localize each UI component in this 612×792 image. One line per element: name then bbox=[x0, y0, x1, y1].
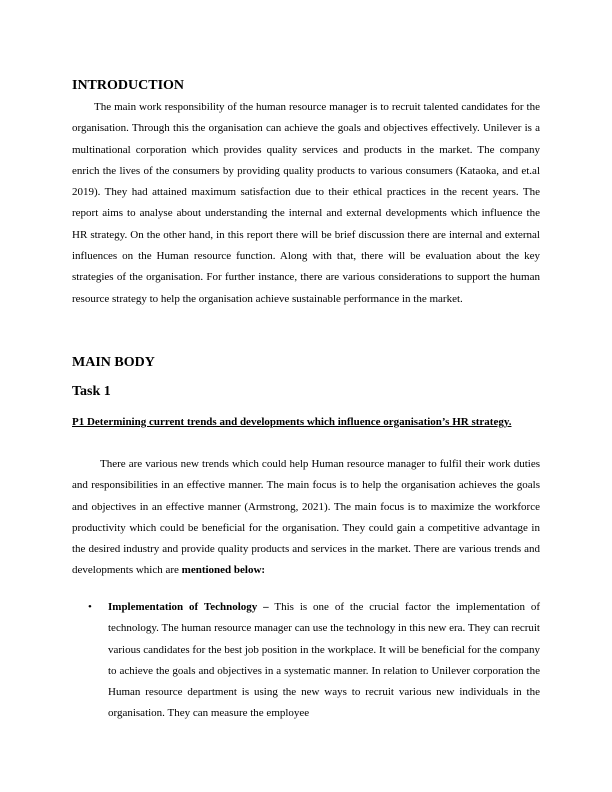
trends-list bbox=[72, 597, 540, 725]
p1-heading: P1 Determining current trends and developments which influence organisation’s HR strategy. bbox=[72, 416, 512, 428]
introduction-heading: INTRODUCTION bbox=[72, 78, 185, 93]
bullet-text: This is one of the crucial factor the implementation of technology. The human resource manager can use the technology in this new era. They can recruit various candidates for the best job position in the workplace. It will be beneficial for the company to achieve the goals and objectives in a systematic manner. In relation to Unilever corporation the Human resource department is using the new ways to recruit various new individuals in the organisation. They can measure the employee bbox=[108, 601, 540, 720]
introduction-paragraph: The main work responsibility of the human resource manager is to recruit talented candidates for the organisation. Through this the organisation can achieve the goals and objectives effectively. Unilever is a multinational corporation which provides quality services and products in the market. The company enrich the lives of the consumers by providing quality products to various consumers (Kataoka, and et.al 2019). They had attained maximum satisfaction due to their ethical practices in the recent years. The report aims to analyse about understanding the internal and external developments which influence the HR strategy. On the other hand, in this report there will be brief discussion there are internal and external influences on the Human resource function. Along with that, there will be evaluation about the key strategies of the organisation. For further instance, there are various considerations to support the human resource strategy to help the organisation achieve sustainable performance in the market. bbox=[72, 101, 540, 305]
bullet-icon: • bbox=[88, 601, 92, 613]
bullet-title: Implementation of Technology – bbox=[108, 601, 269, 613]
p1-paragraph-text: There are various new trends which could help Human resource manager to fulfil their work duties and responsibilities in an effective manner. The main focus is to help the organisation achieves the goals and objectives in an effective manner (Armstrong, 2021). The main focus is to maximize the workforce productivity which could be beneficial for the organisation. They could gain a competitive advantage in the desired industry and provide quality products and services in the market. There are various trends and developments which are bbox=[72, 458, 540, 577]
p1-paragraph bbox=[72, 454, 540, 582]
task-heading: Task 1 bbox=[72, 384, 111, 399]
p1-paragraph-bold: mentioned below: bbox=[181, 564, 266, 577]
list-item bbox=[72, 597, 540, 725]
main-body-heading: MAIN BODY bbox=[72, 355, 155, 370]
